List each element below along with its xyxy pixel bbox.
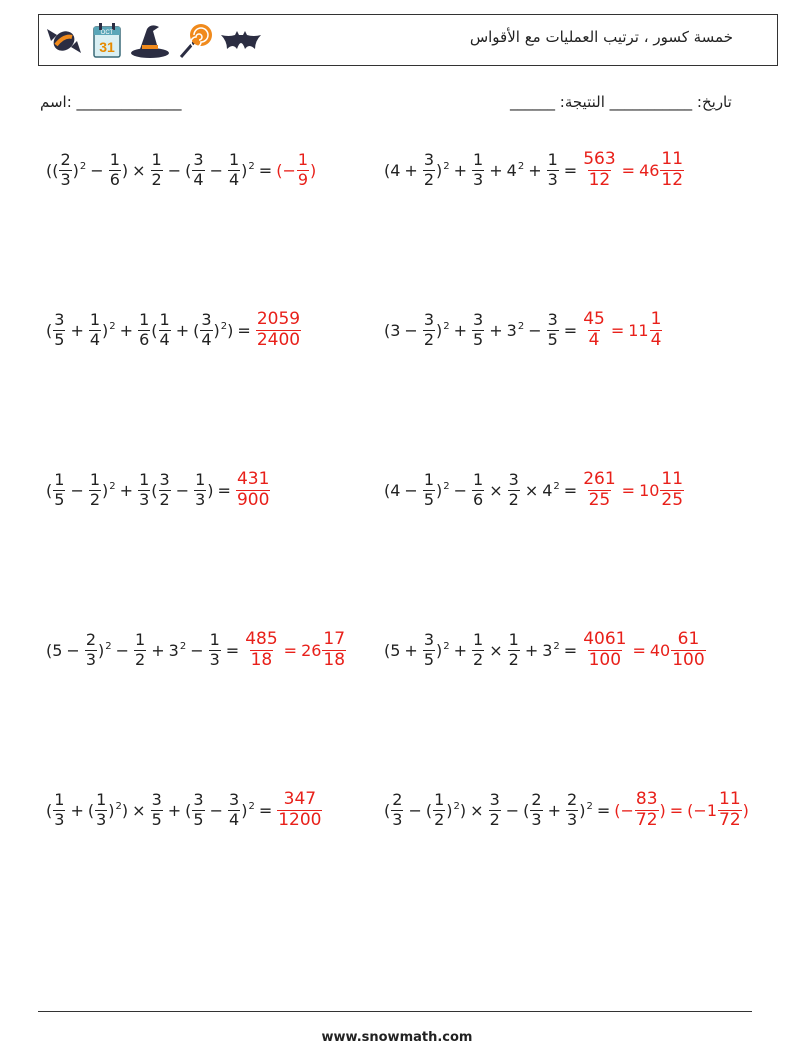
footer-url: www.snowmath.com: [321, 1030, 473, 1045]
problem-10: ( $\frac{2}{3}$ − ( $\frac{1}{2}$ )$^2$) × $\frac{3}{2}$ − ( $\frac{2}{3}$ + $\frac{2}{3}$ )$^2$ = (− $\frac{83}{72}$ ) = (−1 $\frac{11}{72}$ ): [384, 788, 749, 830]
problem-9: ( $\frac{1}{3}$ + ( $\frac{1}{3}$ )$^2$) × $\frac{3}{5}$ + ( $\frac{3}{5}$ − $\frac{3}{4}$ )$^2$ = $\frac{347}{1200}$: [46, 788, 322, 830]
calendar-month: OCT: [100, 30, 114, 36]
worksheet-header: [38, 14, 778, 66]
answer: $\frac{485}{18}$: [245, 628, 278, 670]
problem-2: (4 + $\frac{3}{2}$ )$^2$ + $\frac{1}{3}$ + $4^2$ + $\frac{1}{3}$ = $\frac{563}{12}$ = 46 $\frac{11}{12}$: [384, 148, 684, 190]
problem-6: (4 − $\frac{1}{5}$ )$^2$ − $\frac{1}{6}$ × $\frac{3}{2}$ × $4^2$ = $\frac{261}{25}$ = 10 $\frac{11}{25}$: [384, 468, 684, 510]
answer: $\frac{45}{4}$: [583, 308, 605, 350]
problem-3: ( $\frac{3}{5}$ + $\frac{1}{4}$ )$^2$ + $\frac{1}{6}$ ( $\frac{1}{4}$ + ( $\frac{3}{4}$ )$^2$) = $\frac{2059}{2400}$: [46, 308, 301, 350]
calendar-day: 31: [99, 39, 115, 55]
date-score-field: ______ :تاريخ: ___________ النتيجة: [510, 93, 732, 111]
answer: $\frac{347}{1200}$: [278, 788, 322, 830]
problem-4: (3 − $\frac{3}{2}$ )$^2$ + $\frac{3}{5}$ + $3^2$ − $\frac{3}{5}$ = $\frac{45}{4}$ = 11 $\frac{1}{4}$: [384, 308, 662, 350]
worksheet-title: خمسة كسور ، ترتيب العمليات مع الأقواس: [469, 28, 733, 46]
answer: (−: [614, 800, 634, 820]
candy-icon: [43, 21, 85, 61]
problem-5: ( $\frac{1}{5}$ − $\frac{1}{2}$ )$^2$ + $\frac{1}{3}$ ( $\frac{3}{2}$ − $\frac{1}{3}$ ) = $\frac{431}{900}$: [46, 468, 270, 510]
answer: $\frac{563}{12}$: [583, 148, 616, 190]
witch-hat-icon: [129, 21, 171, 61]
footer-divider: [38, 1011, 752, 1012]
calendar-oct-31-icon: [89, 21, 125, 61]
bat-icon: [219, 21, 263, 61]
problem-7: (5 − $\frac{2}{3}$ )$^2$ − $\frac{1}{2}$ + $3^2$ − $\frac{1}{3}$ = $\frac{485}{18}$ = 26 $\frac{17}{18}$: [46, 628, 346, 670]
answer: (−: [276, 160, 296, 180]
header-icons: [43, 19, 263, 63]
answer: $\frac{431}{900}$: [236, 468, 270, 510]
lollipop-icon: [175, 21, 215, 61]
problem-1: (( $\frac{2}{3}$ )$^2$ − $\frac{1}{6}$ ) × $\frac{1}{2}$ − ( $\frac{3}{4}$ − $\frac{1}{4}$ )$^2$ = (− $\frac{1}{9}$ ): [46, 149, 317, 189]
answer: $\frac{4061}{100}$: [583, 628, 627, 670]
answer: $\frac{2059}{2400}$: [256, 308, 301, 350]
name-field: اسم: ______________: [40, 93, 182, 111]
problem-8: (5 + $\frac{3}{5}$ )$^2$ + $\frac{1}{2}$ × $\frac{1}{2}$ + $3^2$ = $\frac{4061}{100}$ = 40 $\frac{61}{100}$: [384, 628, 705, 670]
answer: $\frac{261}{25}$: [583, 468, 616, 510]
